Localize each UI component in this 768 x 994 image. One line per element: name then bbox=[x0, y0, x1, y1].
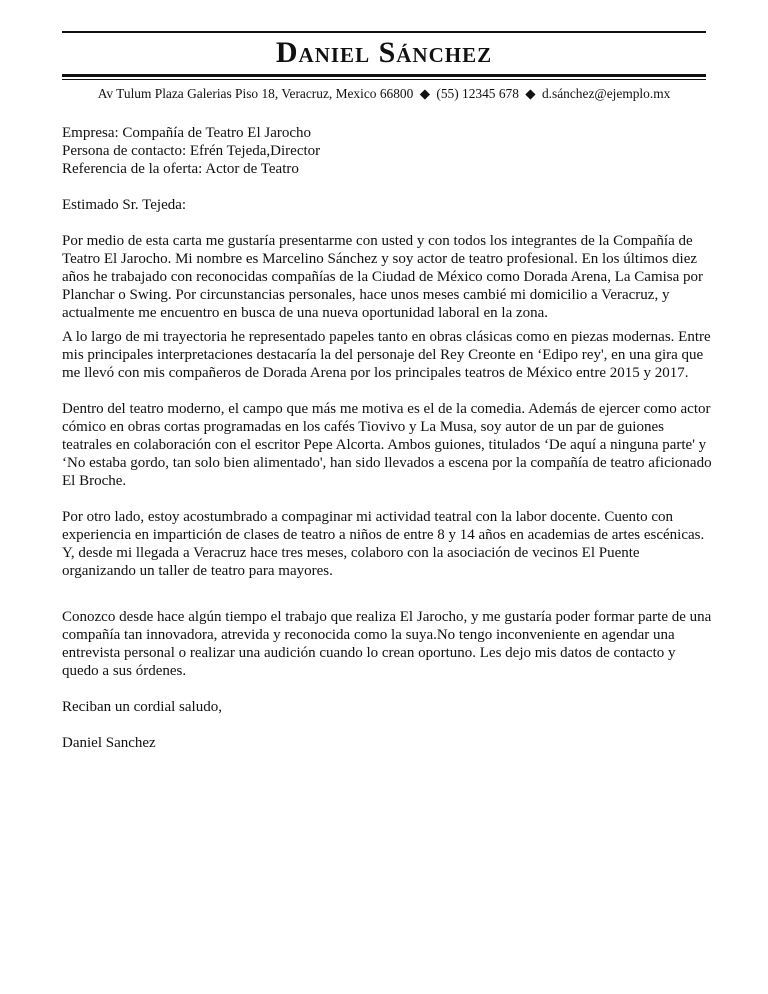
closing: Reciban un cordial saludo, bbox=[62, 699, 222, 715]
recipient-block bbox=[62, 124, 712, 178]
letter-body bbox=[62, 124, 712, 752]
signature: Daniel Sanchez bbox=[62, 735, 156, 751]
paragraph-5: Conozco desde hace algún tiempo el trabajo que realiza El Jarocho, y me gustaría poder formar parte de una compañía tan innovadora, atrevida y reconocida como la suya.No tengo inconveniente en agendar una entrevista personal o realizar una audición cuando lo crean oportuno. Les dejo mis datos de contacto y quedo a sus órdenes. bbox=[62, 609, 712, 679]
diamond-separator-icon: ◆ bbox=[525, 86, 536, 101]
sender-email: d.sánchez@ejemplo.mx bbox=[541, 86, 671, 101]
diamond-separator-icon: ◆ bbox=[419, 86, 430, 101]
header-top-rule bbox=[62, 31, 706, 33]
contact-line bbox=[62, 85, 706, 103]
recipient-contact: Persona de contacto: Efrén Tejeda,Director bbox=[62, 143, 321, 159]
recipient-company: Empresa: Compañía de Teatro El Jarocho bbox=[62, 125, 312, 141]
sender-address: Av Tulum Plaza Galerias Piso 18, Veracruz, Mexico 66800 bbox=[97, 86, 414, 101]
paragraph-1: Por medio de esta carta me gustaría presentarme con usted y con todos los integrantes de la Compañía de Teatro El Jarocho. Mi nombre es Marcelino Sánchez y soy actor de teatro profesional. En los últimos diez años he trabajado con reconocidas compañías de la Ciudad de México como Dorada Arena, La Camisa por Planchar o Swing. Por circunstancias personales, hace unos meses cambié mi domicilio a Veracruz, y actualmente me encuentro en busca de una nueva oportunidad laboral en la zona. bbox=[62, 233, 704, 321]
sender-phone: (55) 12345 678 bbox=[436, 86, 519, 101]
paragraph-3: Dentro del teatro moderno, el campo que más me motiva es el de la comedia. Además de ejercer como actor cómico en obras cortas programadas en los cafés Tiovivo y La Musa, soy autor de un par de guiones teatrales en colaboración con el escritor Pepe Alcorta. Ambos guiones, titulados ‘De aquí a ninguna parte' y ‘No estaba gordo, tan solo bien alimentado', han sido llevados a escena por la compañía de teatro aficionado El Broche. bbox=[62, 401, 712, 489]
header-thin-rule bbox=[62, 79, 706, 80]
paragraph-2: A lo largo de mi trayectoria he representado papeles tanto en obras clásicas como en piezas modernas. Entre mis principales interpretaciones destacaría la del personaje del Rey Creonte en ‘Edipo rey', en una gira que me llevó con mis compañeros de Dorada Arena por los principales teatros de México entre 2015 y 2017. bbox=[62, 329, 711, 381]
paragraph-4: Por otro lado, estoy acostumbrado a compaginar mi actividad teatral con la labor docente. Cuento con experiencia en impartición de clases de teatro a niños de entre 8 y 14 años en academias de artes escénicas. Y, desde mi llegada a Veracruz hace tres meses, colaboro con la asociación de vecinos El Puente organizando un taller de teatro para mayores. bbox=[62, 509, 705, 579]
sender-name: Daniel Sánchez bbox=[275, 36, 493, 69]
greeting: Estimado Sr. Tejeda: bbox=[62, 197, 187, 213]
offer-reference: Referencia de la oferta: Actor de Teatro bbox=[62, 161, 299, 177]
header-thick-rule bbox=[62, 74, 706, 77]
